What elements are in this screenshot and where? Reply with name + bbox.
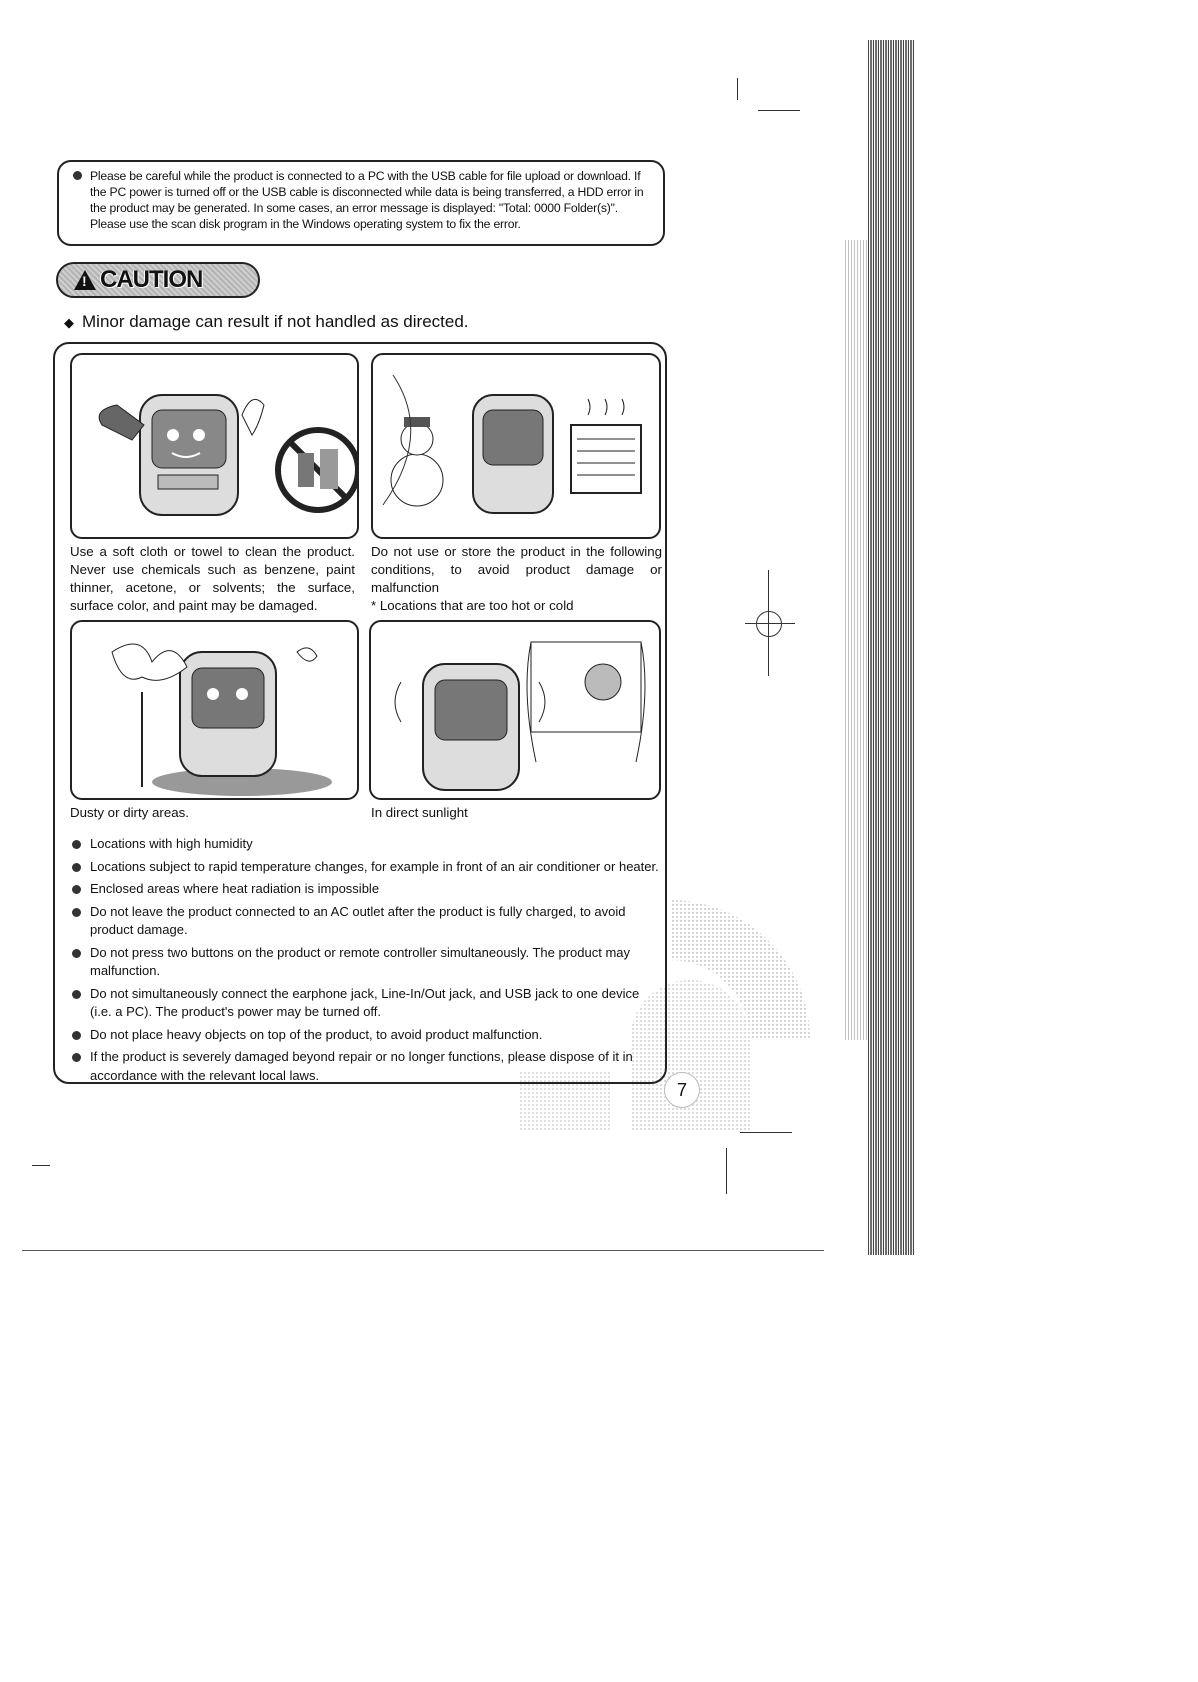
caption-cleaning: Use a soft cloth or towel to clean the product. Never use chemicals such as benzene, paint thinner, acetone, or solvents; the surface, surface color, and paint may be damaged.	[70, 544, 355, 613]
dusty-illustration-icon	[72, 622, 357, 798]
note-line: Please be careful while the product is connected to a PC with the USB cable for file upload or download. If	[73, 168, 651, 184]
fold-line	[22, 1250, 824, 1251]
sunlight-illustration-icon	[371, 622, 659, 798]
diamond-bullet-icon: ◆	[64, 315, 74, 330]
caption-temperature-text: Do not use or store the product in the following conditions, to avoid product damage or malfunction	[371, 544, 662, 595]
caution-badge	[56, 262, 260, 298]
bullet-icon	[73, 171, 82, 180]
list-item: Do not leave the product connected to an AC outlet after the product is fully charged, to avoid product damage.	[72, 903, 662, 940]
illustration-dusty	[70, 620, 359, 800]
illustration-cleaning	[70, 353, 359, 539]
list-item: Do not press two buttons on the product or remote controller simultaneously. The product may malfunction.	[72, 944, 662, 981]
caption-sunlight: In direct sunlight	[371, 805, 468, 820]
list-item: Enclosed areas where heat radiation is impossible	[72, 880, 662, 899]
crop-mark	[726, 1148, 727, 1194]
list-item: Do not place heavy objects on top of the product, to avoid product malfunction.	[72, 1026, 662, 1045]
scan-edge-strip	[868, 40, 914, 1255]
caution-bullet-list	[72, 835, 662, 1089]
scan-edge-faint	[845, 240, 867, 1040]
list-item: If the product is severely damaged beyond repair or no longer functions, please dispose of it in accordance with the relevant local laws.	[72, 1048, 662, 1085]
list-item: Locations subject to rapid temperature changes, for example in front of an air conditioner or heater.	[72, 858, 662, 877]
note-line: Please use the scan disk program in the Windows operating system to fix the error.	[90, 217, 521, 231]
note-line: the PC power is turned off or the USB cable is disconnected while data is being transferred, a HDD error in	[90, 185, 644, 199]
illustration-temperature	[371, 353, 661, 539]
warning-triangle-icon	[74, 270, 96, 290]
illustration-sunlight	[369, 620, 661, 800]
temperature-illustration-icon	[373, 355, 659, 537]
cleaning-illustration-icon	[72, 355, 357, 537]
caution-intro: ◆ Minor damage can result if not handled as directed.	[64, 312, 469, 331]
usb-warning-note	[57, 160, 665, 246]
crop-mark	[737, 78, 738, 100]
caution-label: CAUTION	[100, 266, 203, 293]
note-line: the product may be generated. In some cases, an error message is displayed: "Total: 0000 Folder(s)".	[90, 201, 618, 215]
crop-mark	[758, 110, 800, 111]
caption-temperature	[371, 543, 662, 615]
list-item: Do not simultaneously connect the earphone jack, Line-In/Out jack, and USB jack to one device (i.e. a PC). The product's power may be turned off.	[72, 985, 662, 1022]
caption-temperature-note: * Locations that are too hot or cold	[371, 598, 574, 613]
registration-circle	[756, 611, 782, 637]
crop-mark	[32, 1165, 50, 1166]
page-number: 7	[664, 1072, 700, 1108]
list-item: Locations with high humidity	[72, 835, 662, 854]
caption-dusty: Dusty or dirty areas.	[70, 805, 189, 820]
